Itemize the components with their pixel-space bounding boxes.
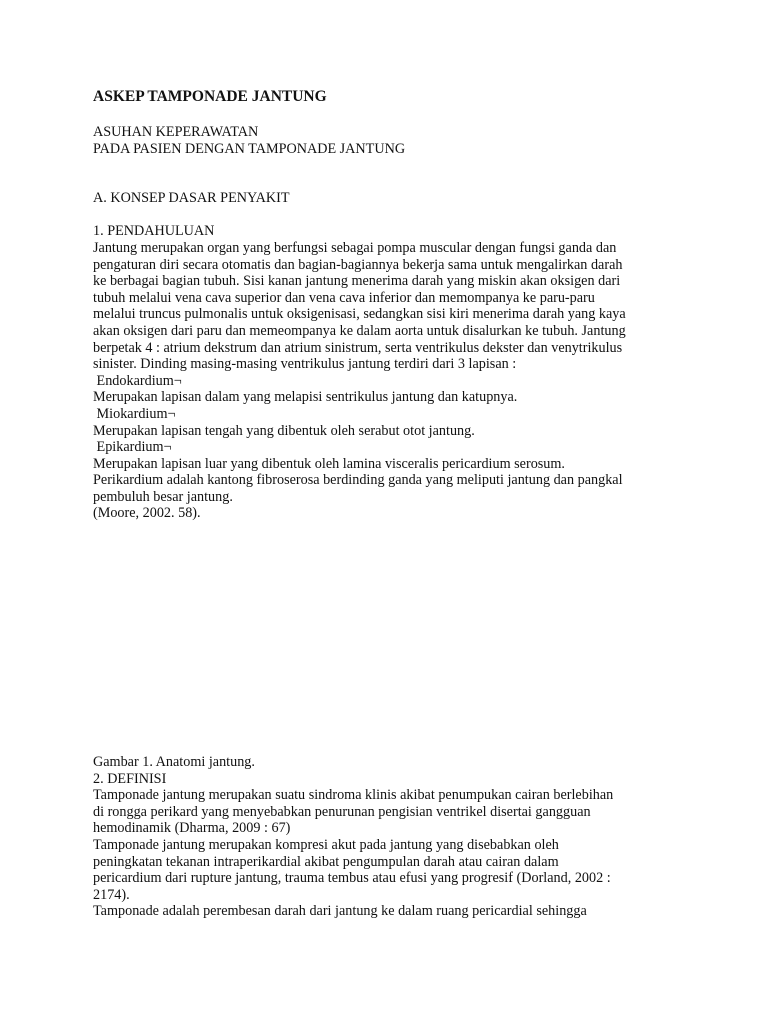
list-item-endokardium: Endokardium¬ (93, 372, 182, 389)
text-line: di rongga perikard yang menyebabkan penurunan pengisian ventrikel disertai gangguan (93, 803, 591, 820)
section-1-heading: 1. PENDAHULUAN (93, 223, 215, 240)
text-line: melalui truncus pulmonalis untuk oksigenisasi, sedangkan sisi kiri menerima darah yang kaya (93, 306, 626, 323)
text-line: ke berbagai bagian tubuh. Sisi kanan jantung menerima darah yang miskin akan oksigen dari (93, 273, 621, 290)
text-line: 2174). (93, 886, 130, 903)
list-item-miokardium: Miokardium¬ (93, 405, 176, 422)
text-line: Merupakan lapisan tengah yang dibentuk oleh serabut otot jantung. (93, 422, 475, 439)
section-2-heading: 2. DEFINISI (93, 770, 167, 787)
text-line: berpetak 4 : atrium dekstrum dan atrium sinistrum, serta ventrikulus dekster dan venytrikulus (93, 339, 623, 356)
text-line: sinister. Dinding masing-masing ventrikulus jantung terdiri dari 3 lapisan : (93, 356, 517, 373)
list-item-epikardium: Epikardium¬ (93, 439, 172, 456)
text-line: Tamponade jantung merupakan kompresi akut pada jantung yang disebabkan oleh (93, 837, 559, 854)
text-line: Tamponade adalah perembesan darah dari jantung ke dalam ruang pericardial sehingga (93, 903, 587, 920)
text-line: pericardium dari rupture jantung, trauma tembus atau efusi yang progresif (Dorland, 2002 : (93, 870, 611, 887)
text-line: Merupakan lapisan dalam yang melapisi sentrikulus jantung dan katupnya. (93, 389, 518, 406)
text-line: pengaturan diri secara otomatis dan bagian-bagiannya bekerja sama untuk mengalirkan darah (93, 256, 623, 273)
subtitle-line-2: PADA PASIEN DENGAN TAMPONADE JANTUNG (93, 140, 406, 157)
text-line: tubuh melalui vena cava superior dan vena cava inferior dan memompanya ke paru-paru (93, 289, 595, 306)
document-page (93, 88, 683, 920)
text-line: Jantung merupakan organ yang berfungsi sebagai pompa muscular dengan fungsi ganda dan (93, 239, 617, 256)
definisi-paragraph (93, 787, 683, 920)
text-line: Perikardium adalah kantong fibroserosa berdinding ganda yang meliputi jantung dan pangkal (93, 472, 623, 489)
section-a-heading: A. KONSEP DASAR PENYAKIT (93, 190, 290, 207)
text-line: peningkatan tekanan intraperikardial akibat pengumpulan darah atau cairan dalam (93, 853, 559, 870)
subtitle-line-1: ASUHAN KEPERAWATAN (93, 124, 259, 140)
text-line: pembuluh besar jantung. (93, 488, 233, 505)
pendahuluan-paragraph (93, 240, 683, 522)
figure-caption: Gambar 1. Anatomi jantung. (93, 754, 255, 771)
document-title: ASKEP TAMPONADE JANTUNG (93, 88, 327, 105)
text-line: akan oksigen dari paru dan memeompanya ke dalam aorta untuk disalurkan ke tubuh. Jantung (93, 322, 626, 339)
text-line: Tamponade jantung merupakan suatu sindroma klinis akibat penumpukan cairan berlebihan (93, 787, 614, 804)
text-line: hemodinamik (Dharma, 2009 : 67) (93, 820, 291, 837)
citation-line: (Moore, 2002. 58). (93, 505, 201, 522)
figure-placeholder (93, 522, 683, 754)
text-line: Merupakan lapisan luar yang dibentuk oleh lamina visceralis pericardium serosum. (93, 455, 565, 472)
